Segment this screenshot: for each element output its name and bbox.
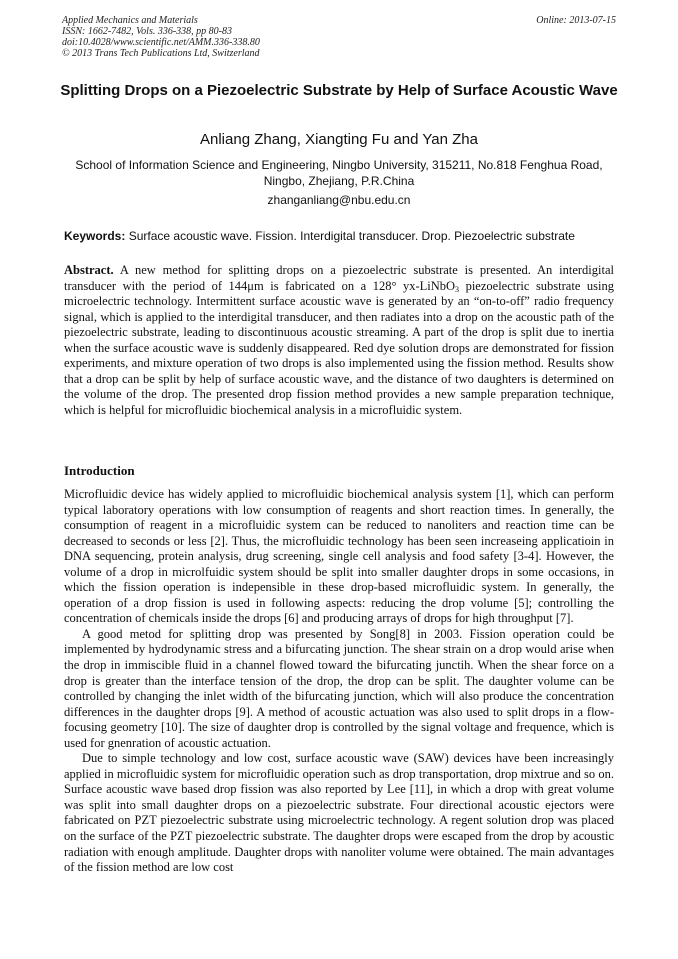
issn-line: ISSN: 1662-7482, Vols. 336-338, pp 80-83 xyxy=(62,26,232,37)
abstract-text-start: A new method for splitting drops on a piezoelectric substrate is presented. An interdigital transducer with the period of 144μm is fabricated on a 128° yx-LiNbO xyxy=(64,263,614,293)
affiliation: School of Information Science and Engineering, Ningbo University, 315211, No.818 Fenghua Road, Ningbo, Zhejiang, P.R.China xyxy=(75,158,603,188)
keywords-text: Surface acoustic wave. Fission. Interdigital transducer. Drop. Piezoelectric substrate xyxy=(128,229,575,243)
abstract-text-end: piezoelectric substrate using microelectric technology. Intermittent surface acoustic wave is generated by an “on-to-off” radio frequency signal, which is applied to the interdigital transducer, and then radiates into a drop on the acoustic path of the piezoelectric substrate, leading to discontinuous acoustic streaming. A part of the drop is split due to inertia when the surface acoustic wave is suddenly disappeared. Red dye solution drops are demonstrated for fission experiments, and mixture operation of two drops is also implemented using the fission method. Results show that a drop can be split by help of surface acoustic wave, and the distance of two daughters is determined on the volume of the drop. The presented drop fission method provides a new sample preparation technique, which is helpful for microfluidic biochemical analysis in a microfluidic system. xyxy=(64,278,614,417)
author-list: Anliang Zhang, Xiangting Fu and Yan Zha xyxy=(200,131,478,148)
abstract-label: Abstract. xyxy=(64,263,114,277)
doi-link[interactable]: doi:10.4028/www.scientific.net/AMM.336-338.80 xyxy=(62,37,260,48)
author-email[interactable]: zhanganliang@nbu.edu.cn xyxy=(267,193,411,207)
keywords xyxy=(64,229,628,243)
paper-title: Splitting Drops on a Piezoelectric Substrate by Help of Surface Acoustic Wave xyxy=(60,82,618,99)
section-heading-introduction: Introduction xyxy=(64,463,135,478)
journal-header xyxy=(62,15,616,59)
intro-paragraph: A good metod for splitting drop was presented by Song[8] in 2003. Fission operation could be implemented by hydrodynamic stress and a bifurcating junction. The shear strain on a drop would arise when the drop in immiscible fluid in a channel flowed toward the bifurcating junctih. When the shear force on a drop is greater than the interface tension of the drop, the drop can be split. The daughter volume can be controlled by changing the inlet width of the bifurcating junction, which will also produce the concentration differences in the daughter drops [9]. A method of acoustic actuation was also used to split drops in a flow-focusing geometry [10]. The size of daughter drop is controlled by the signal voltage and frequence, which is used for gnenration of acoustic actuation. xyxy=(64,626,614,750)
intro-paragraph: Due to simple technology and low cost, surface acoustic wave (SAW) devices have been increasingly applied in microfluidic system for microfluidic operation such as drop transportation, drop mixtrue and so on. Surface acoustic wave based drop fission was also reported by Lee [11], in which a drop with great volume was split into small daughter drops on a piezoelectric substrate. Four directional acoustic ejectors were fabricated on PZT piezoelectric substrate using microelectric technology. A regent solution drop was placed on the surface of the PZT piezoelectric substrate. The daughter drops were escaped from the drop by acoustic radiation with enough amplitude. Daughter drops with nanoliter volume were obtained. The main advantages of the fission method are low cost xyxy=(64,751,614,875)
intro-paragraph: Microfluidic device has widely applied to microfluidic biochemical analysis system [1], which can perform typical laboratory operations with low consumption of reagents and short reaction times. In generally, the consumption of reagent in a microfluidic system can be reduced to nanoliters and reaction time can be decreased to seconds or less [2]. Thus, the microfluidic technology has been seen increaseing applicatioin in DNA sequencing, protein analysis, drug screening, single cell analysis and food safety [3-4]. However, the volume of a drop in microlfuidic system should be split into smaller daughter drops in some occasions, in which the fission operation is indepensible in these drop-based microfluidic system. In generally, the operation of a drop fission is used in following aspects: reducing the drop volume [5]; controlling the concentration of chemicals inside the drops [6] and producing arrays of drops for high throughput [7]. xyxy=(64,487,614,626)
keywords-label: Keywords: xyxy=(64,229,126,243)
journal-name: Applied Mechanics and Materials xyxy=(62,15,198,26)
copyright-line: © 2013 Trans Tech Publications Ltd, Switzerland xyxy=(62,48,260,59)
abstract xyxy=(64,263,614,418)
subscript-3: 3 xyxy=(455,284,460,294)
introduction-body xyxy=(64,487,614,876)
online-date: Online: 2013-07-15 xyxy=(536,15,616,26)
